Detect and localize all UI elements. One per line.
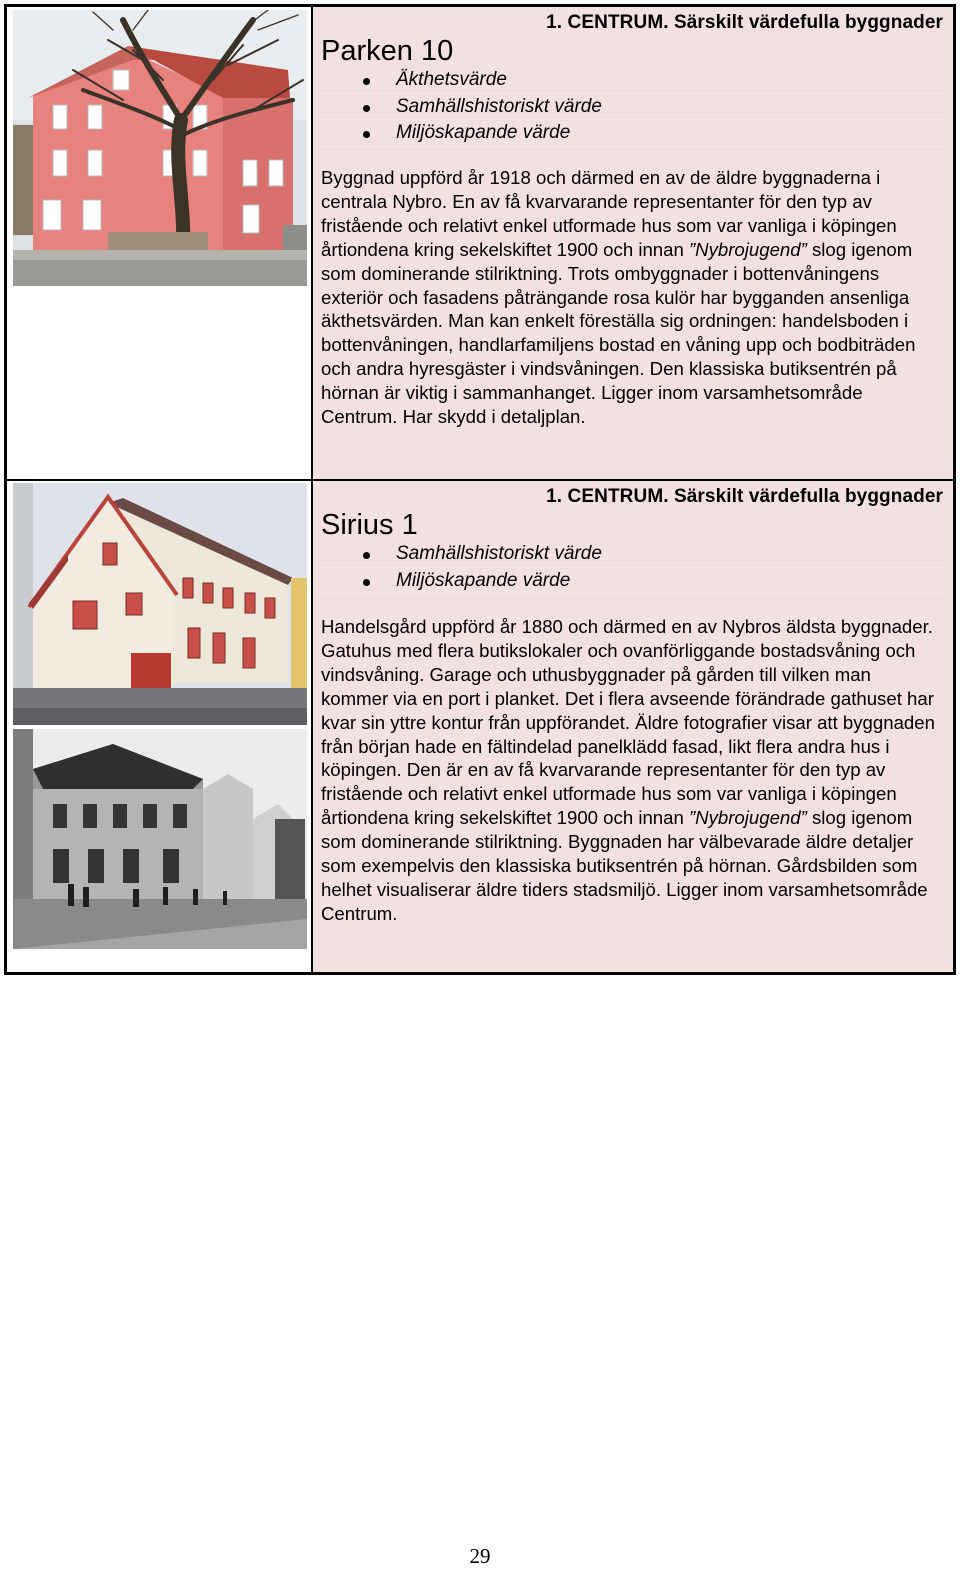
- bullet-icon: [363, 579, 370, 586]
- value-list: [321, 541, 945, 594]
- value-item: [321, 120, 945, 147]
- value-list: [321, 67, 945, 147]
- value-item: [321, 67, 945, 94]
- value-label: Samhällshistoriskt värde: [396, 543, 602, 564]
- photo-cell: [7, 7, 311, 479]
- photo-cell: [7, 481, 311, 972]
- value-label: Äkthetsvärde: [396, 69, 507, 90]
- property-title: Parken 10: [321, 35, 454, 67]
- text-cell: [313, 7, 953, 479]
- value-item: [321, 568, 945, 595]
- style-term: ”Nybrojugend”: [688, 807, 807, 829]
- text-cell: [313, 481, 953, 972]
- description: Byggnad uppförd år 1918 och därmed en av de äldre byggnaderna i centrala Nybro. En av få kvarvarande representanter för den typ av fristående och relativt enkel utformade hus som var vanliga i köpingen årtiondena kring sekelskiftet 1900 och innan ”Nybrojugend” slog igenom som dominerande stilriktning. Trots ombyggnader i bottenvåningens exteriör och fasadens påträngande rosa kulör har bygganden ansenliga äkthetsvärden. Man kan enkelt föreställa sig ordningen: handelsboden i bottenvåningen, handlarfamiljens bostad en våning upp och bodbiträden och andra hyresgäster i vindsvåningen. Den klassiska butiksentrén på hörnan är viktig i sammanhanget. Ligger inom varsamhetsområde Centrum. Har skydd i detaljplan.: [321, 167, 916, 428]
- category-label: 1. CENTRUM. Särskilt värdefulla byggnader: [546, 12, 943, 33]
- bullet-icon: [363, 552, 370, 559]
- value-label: Miljöskapande värde: [396, 569, 571, 591]
- style-term: ”Nybrojugend”: [688, 238, 807, 260]
- value-item: [321, 541, 945, 568]
- building-photo-sirius-1: [13, 483, 307, 725]
- page-number: 29: [469, 1544, 491, 1568]
- historic-photo-sirius-1: [13, 729, 307, 949]
- value-label: Samhällshistoriskt värde: [396, 95, 602, 117]
- building-photo-parken-10: [13, 10, 307, 286]
- entry-sirius-1: [7, 481, 953, 972]
- bullet-icon: [363, 78, 370, 85]
- description: Handelsgård uppförd år 1880 och därmed en av Nybros äldsta byggnader. Gatuhus med flera butikslokaler och ovanförliggande bostadsvåning och vindsvåning. Garage och uthusbyggnader på gården till vilken man kommer via en port i planket. Det i flera avseende förändrade gathuset har kvar sin yttre kontur från uppförandet. Äldre fotografier visar att byggnaden från början hade en fältindelad panelklädd fasad, likt flera andra hus i köpingen. Den är en av få kvarvarande representanter för den typ av fristående och relativt enkel utformade hus som var vanliga i köpingen årtiondena kring sekelskiftet 1900 och innan ”Nybrojugend” slog igenom som dominerande stilriktning. Byggnaden har välbevarade äldre detaljer som exempelvis den klassiska butiksentrén på hörnan. Gårdsbilden som helhet visualiserar äldre tiders stadsmiljö. Ligger inom varsamhetsområde Centrum.: [321, 616, 935, 924]
- value-item: [321, 94, 945, 121]
- inventory-table: [4, 4, 956, 975]
- bullet-icon: [363, 131, 370, 138]
- value-label: Miljöskapande värde: [396, 122, 571, 143]
- property-title: Sirius 1: [321, 509, 418, 541]
- entry-parken-10: [7, 7, 953, 481]
- bullet-icon: [363, 105, 370, 112]
- category-label: 1. CENTRUM. Särskilt värdefulla byggnader: [546, 486, 943, 507]
